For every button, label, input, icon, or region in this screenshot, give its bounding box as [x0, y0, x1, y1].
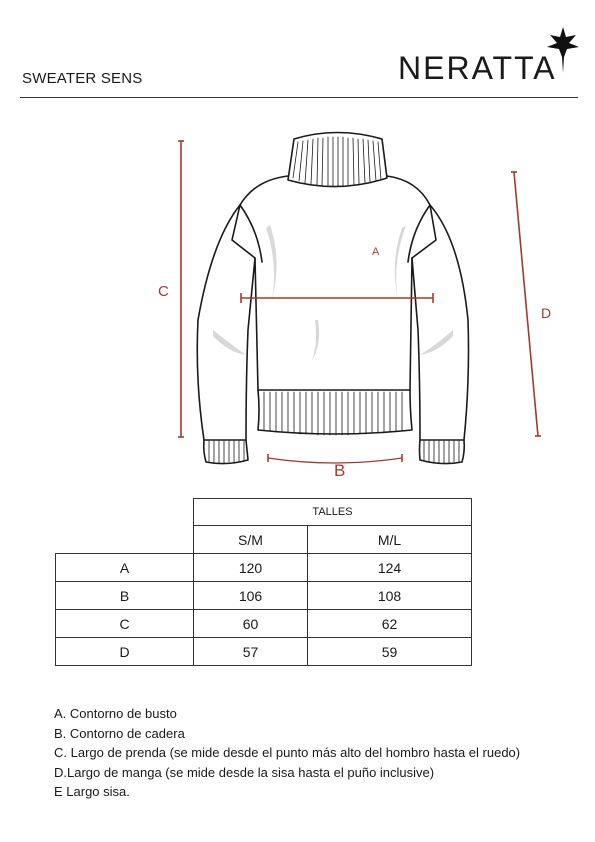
table-cell: 57: [194, 638, 308, 666]
measure-label-a: A: [372, 246, 380, 258]
table-cell: 106: [194, 582, 308, 610]
talles-header: TALLES: [194, 499, 472, 526]
table-column-row: [56, 526, 472, 554]
table-cell: 62: [308, 610, 472, 638]
note-line: A. Contorno de busto: [54, 706, 177, 721]
row-label: B: [56, 582, 194, 610]
column-header-sm: S/M: [194, 526, 308, 554]
table-cell: 124: [308, 554, 472, 582]
document-title: SWEATER SENS: [22, 70, 143, 87]
table-cell: 60: [194, 610, 308, 638]
table-header-row: [56, 499, 472, 526]
table-cell: 59: [308, 638, 472, 666]
measure-label-d: D: [541, 305, 552, 321]
note-line: E Largo sisa.: [54, 784, 130, 799]
note-line: B. Contorno de cadera: [54, 725, 185, 741]
column-header-ml: M/L: [308, 526, 472, 554]
note-line: D.Largo de manga (se mide desde la sisa hasta el puño inclusive): [54, 764, 435, 780]
note-line: C. Largo de prenda (se mide desde el punto más alto del hombro hasta el ruedo): [54, 745, 521, 760]
row-label: A: [56, 554, 194, 582]
size-table: [55, 498, 472, 666]
table-cell: 120: [194, 554, 308, 582]
row-label: D: [56, 638, 194, 666]
table-row: [56, 582, 472, 610]
brand-logo-text: NERATTA: [398, 50, 557, 86]
row-label: C: [56, 610, 194, 638]
table-row: [56, 638, 472, 666]
table-cell: 108: [308, 582, 472, 610]
measurement-notes: [54, 704, 520, 802]
measure-label-b: B: [334, 461, 346, 480]
table-row: [56, 554, 472, 582]
table-row: [56, 610, 472, 638]
measure-label-c: C: [158, 283, 169, 300]
